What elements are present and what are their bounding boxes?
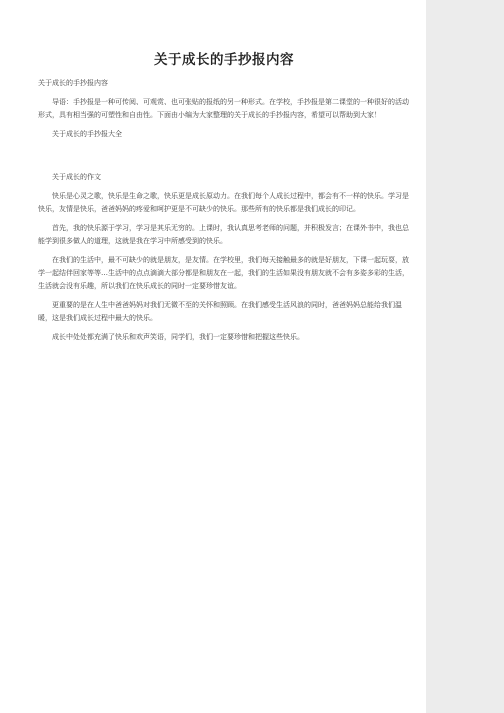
essay-paragraph-2: 首先，我的快乐源于学习，学习是其乐无穷的。上课时，我认真思考老师的问题，并积极发言；在课外书中，我也总能学到很多做人的道理，这就是我在学习中所感受到的快乐。 [38, 224, 409, 245]
essay-paragraph-5: 成长中处处都充满了快乐和欢声笑语，同学们，我们一定要珍惜和把握这些快乐。 [52, 333, 304, 341]
section-heading-collection: 关于成长的手抄报大全 [52, 130, 122, 138]
document-subtitle: 关于成长的手抄报内容 [38, 79, 108, 87]
essay-paragraph-3: 在我们的生活中，最不可缺少的就是朋友，是友情。在学校里，我们每天接触最多的就是好朋友，下课一起玩耍，放学一起结伴回家等等…生活中的点点滴滴大部分都是和朋友在一起，我们的生活如果没有朋友就不会有多姿多彩的生活，生活就会没有乐趣，所以我们在快乐成长的同时一定要珍惜友谊。 [38, 256, 409, 290]
section-heading-essay: 关于成长的作文 [52, 173, 101, 181]
essay-paragraph-1: 快乐是心灵之歌，快乐是生命之歌，快乐更是成长原动力。在我们每个人成长过程中，都会有不一样的快乐。学习是快乐，友情是快乐，爸爸妈妈的疼爱和呵护更是不可缺少的快乐。那些所有的快乐都是我们成长的印记。 [38, 192, 409, 213]
essay-paragraph-4: 更重要的是在人生中爸爸妈妈对我们无微不至的关怀和照顾。在我们感受生活风浪的同时，爸爸妈妈总能给我们温暖，这是我们成长过程中最大的快乐。 [38, 301, 402, 322]
page-title: 关于成长的手抄报内容 [154, 52, 294, 68]
intro-paragraph: 导语：手抄报是一种可传阅、可观赏、也可张贴的报纸的另一种形式。在学校，手抄报是第二课堂的一种很好的活动形式，具有相当强的可塑性和自由性。下面由小编为大家整理的关于成长的手抄报内容，希望可以帮助到大家！ [38, 98, 409, 119]
document-content [38, 48, 410, 350]
side-panel [426, 0, 504, 713]
